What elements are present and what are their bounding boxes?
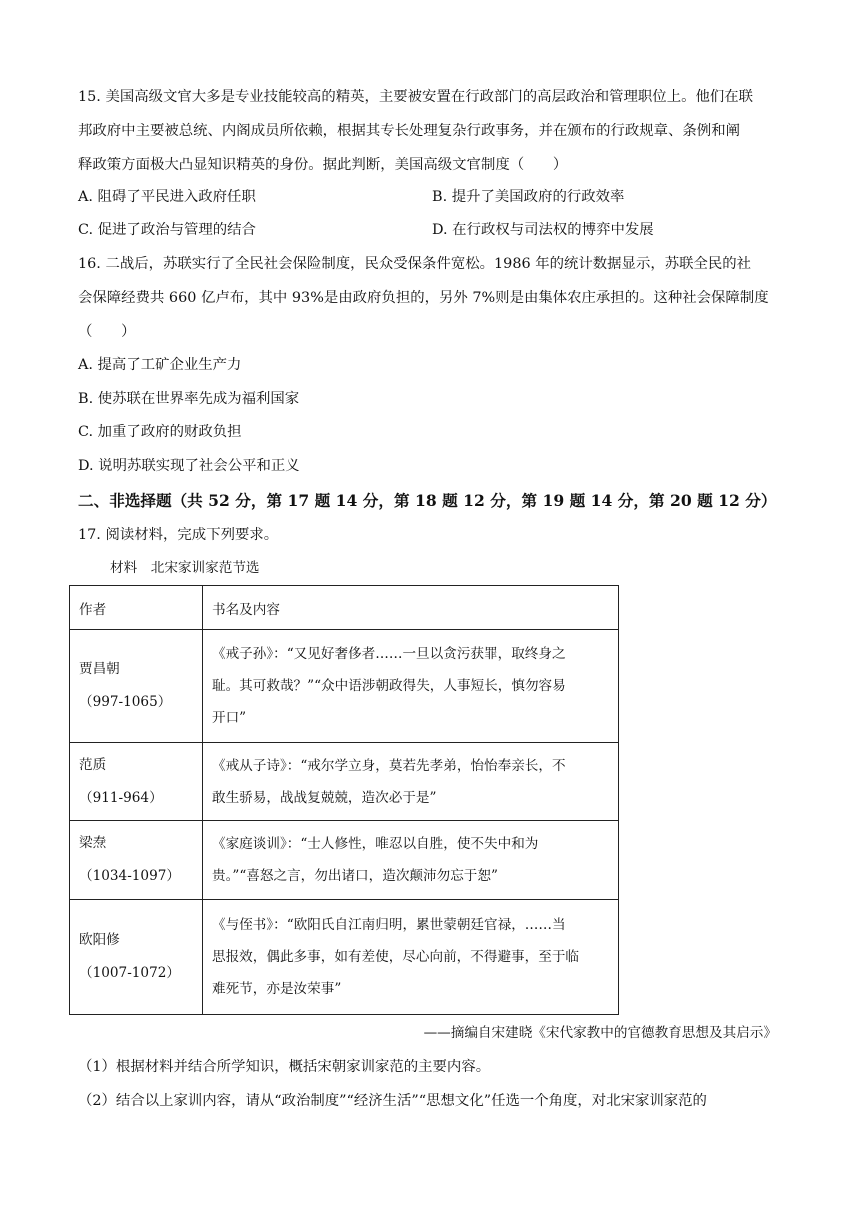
content-line: 《戒从子诗》：“戒尔学立身，莫若先孝弟，怡怡奉亲长，不 [212,757,566,774]
author-years: （1034-1097） [79,868,180,884]
author-cell [70,743,203,821]
content-line: 《与侄书》：“欧阳氏自江南归明，累世蒙朝廷官禄，……当 [212,917,566,933]
table-row [70,743,619,821]
q16-stem-line-2: 会保障经费共 660 亿卢布，其中 93%是由政府负担的，另外 7%则是由集体农庄承担的。这种社会保障制度 [78,290,769,306]
q16-option-d: D. 说明苏联实现了社会公平和正义 [78,458,300,474]
q16-option-a: A. 提高了工矿企业生产力 [78,357,242,373]
q15-option-b: B. 提升了美国政府的行政效率 [432,189,625,205]
source-citation: ——摘编自宋建晓《宋代家教中的官德教育思想及其启示》 [423,1025,777,1041]
author-cell [70,821,203,900]
section-title: 二、非选择题（共 52 分，第 17 题 14 分，第 18 题 12 分，第 19 题 14 分，第 20 题 12 分） [78,491,777,510]
author-name: 贾昌朝 [79,661,120,677]
author-name: 欧阳修 [79,932,120,948]
author-cell [70,630,203,743]
q16-stem-line-3: （ ） [78,324,136,340]
author-name: 梁焘 [79,835,107,851]
material-caption: 材料 北宋家训家范节选 [110,560,260,576]
table-row [70,821,619,900]
table-row [70,630,619,743]
author-name: 范质 [79,756,107,773]
q17-intro: 17. 阅读材料，完成下列要求。 [78,527,279,543]
author-years: （997-1065） [79,694,172,710]
content-cell [203,821,619,900]
content-line: 《家庭谈训》：“士人修性，唯忍以自胜，使不失中和为 [212,836,539,852]
content-line: 思报效，偶此多事，如有差使，尽心向前，不得避事，至于临 [212,949,580,965]
author-years: （1007-1072） [79,965,180,981]
q17-subquestion-2: （2）结合以上家训内容，请从“政治制度”“经济生活”“思想文化”任选一个角度，对北宋家训家范的 [78,1093,707,1109]
table-header-row [70,586,619,630]
author-years: （911-964） [79,789,163,806]
q15-option-c: C. 促进了政治与管理的结合 [78,222,256,238]
q15-stem-line-1: 15. 美国高级文官大多是专业技能较高的精英，主要被安置在行政部门的高层政治和管理职位上。他们在联 [78,89,754,105]
q15-option-d: D. 在行政权与司法权的博弈中发展 [432,222,654,238]
content-line: 难死节，亦是汝荣事” [212,981,342,997]
content-line: 敢生骄易，战战复兢兢，造次必于是” [212,789,437,806]
q17-subquestion-1: （1）根据材料并结合所学知识，概括宋朝家训家范的主要内容。 [78,1059,491,1075]
header-author: 作者 [70,586,203,630]
table-row [70,900,619,1015]
q15-option-a: A. 阻碍了平民进入政府任职 [78,189,256,205]
content-cell [203,900,619,1015]
family-instructions-table [69,585,619,1015]
header-content: 书名及内容 [203,586,619,630]
content-cell [203,743,619,821]
q15-stem-line-3: 释政策方面极大凸显知识精英的身份。据此判断，美国高级文官制度（ ） [78,157,568,173]
author-cell [70,900,203,1015]
content-line: 开口” [212,710,247,726]
content-line: 耻。其可救哉？”“众中语涉朝政得失，人事短长，慎勿容易 [212,678,566,694]
q16-option-c: C. 加重了政府的财政负担 [78,424,242,440]
content-line: 贵。”“喜怒之言，勿出诸口，造次颠沛勿忘于恕” [212,868,498,884]
q16-stem-line-1: 16. 二战后，苏联实行了全民社会保险制度，民众受保条件宽松。1986 年的统计数据显示，苏联全民的社 [78,256,752,272]
content-line: 《戒子孙》：“又见好奢侈者……一旦以贪污获罪，取终身之 [212,646,566,662]
q16-option-b: B. 使苏联在世界率先成为福利国家 [78,391,300,407]
q15-stem-line-2: 邦政府中主要被总统、内阁成员所依赖，根据其专长处理复杂行政事务，并在颁布的行政规章、条例和阐 [78,123,740,139]
content-cell [203,630,619,743]
